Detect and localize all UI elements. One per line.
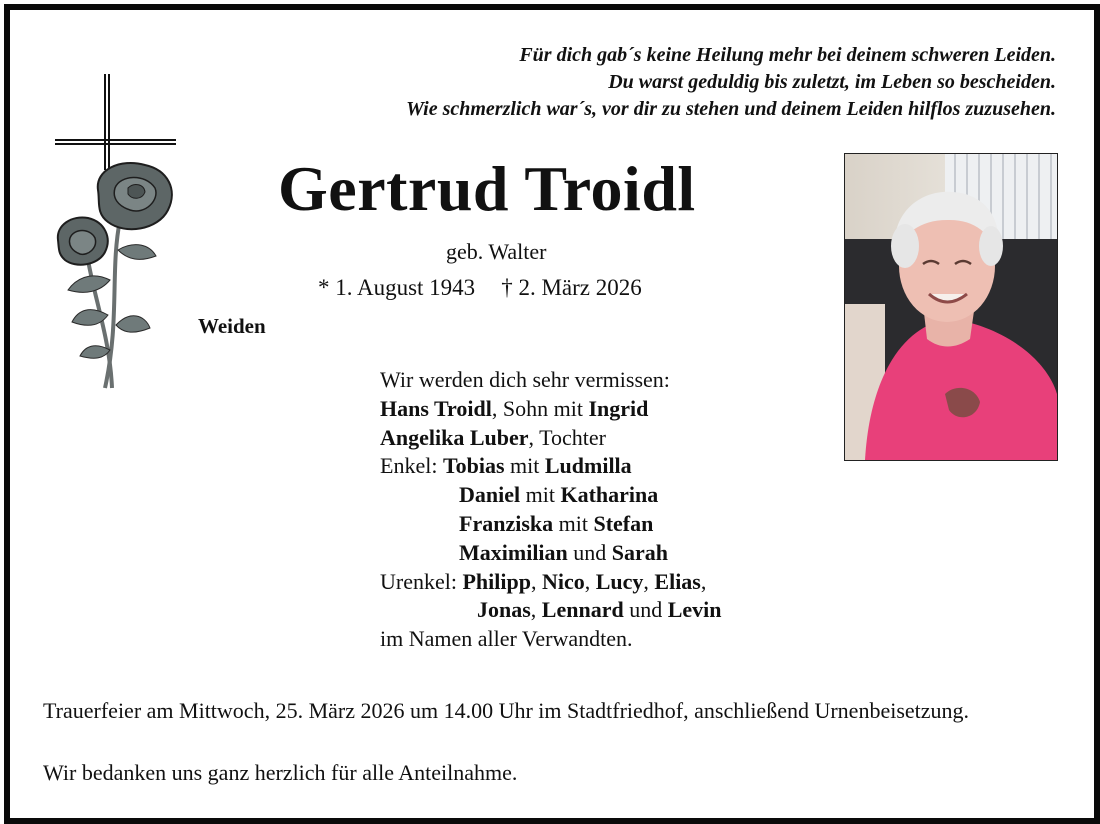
death-date: † 2. März 2026	[501, 275, 642, 300]
portrait-photo	[844, 153, 1058, 461]
grandchild-row: Daniel mit Katharina	[459, 482, 659, 508]
maiden-name: geb. Walter	[446, 239, 547, 264]
memorial-verse	[406, 42, 1056, 123]
deceased-name: Gertrud Troidl	[278, 153, 696, 224]
mourners-list	[380, 366, 722, 654]
mourner-son: Hans Troidl, Sohn mit Ingrid	[380, 395, 649, 421]
great-grandchild-row: Jonas, Lennard und Levin	[477, 597, 722, 623]
mourners-intro: Wir werden dich sehr vermissen:	[380, 367, 670, 392]
grandchild-row: Maximilian und Sarah	[459, 539, 669, 565]
verse-line-1: Für dich gab´s keine Heilung mehr bei deinem schweren Leiden.	[519, 44, 1056, 66]
thanks-note: Wir bedanken uns ganz herzlich für alle Anteilnahme.	[43, 760, 518, 785]
hometown: Weiden	[198, 314, 266, 338]
verse-line-3: Wie schmerzlich war´s, vor dir zu stehen und deinem Leiden hilflos zuzusehen.	[406, 98, 1056, 120]
birth-date: * 1. August 1943	[318, 275, 476, 300]
cross-rose-icon	[50, 70, 185, 395]
great-grandchild-row: Urenkel: Philipp, Nico, Lucy, Elias,	[380, 568, 707, 594]
grandchild-row: Enkel: Tobias mit Ludmilla	[380, 453, 632, 479]
mourner-daughter: Angelika Luber, Tochter	[380, 424, 607, 450]
grandchild-row: Franziska mit Stefan	[459, 510, 654, 536]
verse-line-2: Du warst geduldig bis zuletzt, im Leben so bescheiden.	[608, 71, 1056, 93]
funeral-details: Trauerfeier am Mittwoch, 25. März 2026 um 14.00 Uhr im Stadtfriedhof, anschließend Urnenbeisetzung.	[43, 698, 970, 723]
life-dates	[318, 275, 642, 301]
mourners-closing: im Namen aller Verwandten.	[380, 626, 633, 652]
